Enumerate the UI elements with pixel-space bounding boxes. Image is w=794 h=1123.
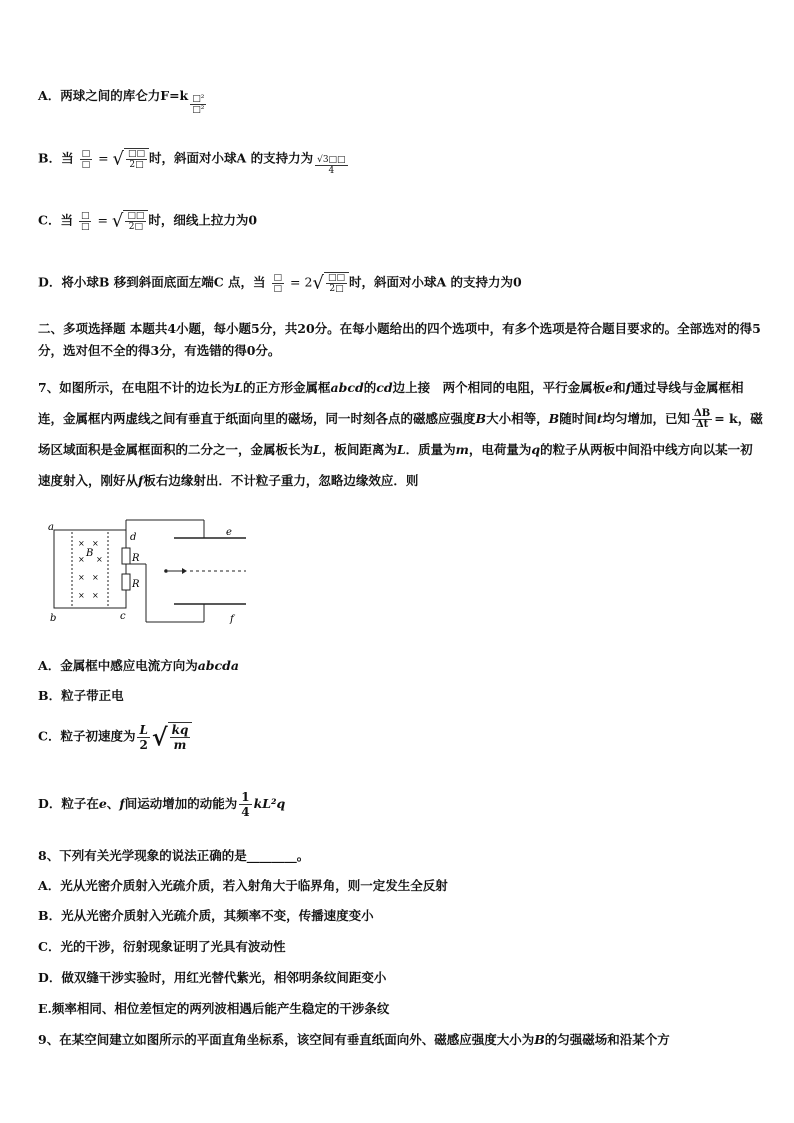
svg-text:×: × [92, 539, 99, 548]
particle [164, 569, 168, 573]
root-expression: √ $\frac{□□}{2□}$ [113, 148, 150, 170]
q7-option-a: A．金属框中感应电流方向为abcda [38, 658, 239, 673]
q8-option-e: E.频率相同、相位差恒定的两列波相遇后能产生稳定的干涉条纹 [38, 1001, 390, 1016]
q9-stem: 9、在某空间建立如图所示的平面直角坐标系，该空间有垂直纸面向外、磁感应强度大小为B的匀强磁场和沿某个方 [38, 1032, 670, 1047]
q8-stem: 8、下列有关光学现象的说法正确的是________。 [38, 848, 310, 863]
ratio-fraction: $\frac{□}{□}$ [81, 148, 91, 170]
q6-option-a: A．两球之间的库仑力F=k $\frac{\text{□²}}{\text{□²}}$ [38, 88, 205, 115]
q6-option-c: C．当 $\frac{□}{□}$ = √ $\frac{□□}{2□}$ 时，细线上拉力为0 [38, 210, 258, 232]
q8-option-d: D．做双缝干涉实验时，用红光替代紫光，相邻明条纹间距变小 [38, 970, 387, 985]
svg-text:×: × [96, 555, 103, 564]
svg-text:×: × [78, 539, 85, 548]
section-2-heading: 二、多项选择题 本题共4小题，每小题5分，共20分。在每小题给出的四个选项中，有多个选项是符合题目要求的。全部选对的得5分，选对但不全的得3分，有选错的得0分。 [38, 321, 761, 358]
svg-text:×: × [78, 573, 85, 582]
label-a: a [48, 522, 54, 533]
q7-stem: 7、如图所示，在电阻不计的边长为L的正方形金属框abcd的cd边上接 两个相同的电阻，平行金属板e和f通过导线与金属框相连，金属框内两虚线之间有垂直于纸面向里的磁场，同一时刻各点的磁感应强度B大小相等，B随时间t均匀增加，已知 $\frac{\Delta B}{\Delta t}$ = k，磁场区域面积是金属框面积的二分之一，金属板长为L，板间距离为L．质量为m，电荷量为q的粒子从两板中间沿中线方向以某一初速度射入，刚好从f板右边缘射出．不计粒子重力，忽略边缘效应．则 [38, 380, 763, 488]
label-b: b [50, 613, 57, 624]
svg-text:×: × [78, 555, 85, 564]
label-r2: R [132, 579, 140, 590]
label-d: d [130, 532, 137, 543]
label-f: f [230, 614, 234, 625]
svg-text:×: × [78, 591, 85, 600]
q6-option-d: D．将小球B 移到斜面底面左端C 点，当 $\frac{□}{□}$ = 2√ $\frac{□□}{2□}$ 时，斜面对小球A 的支持力为0 [38, 272, 522, 294]
q7-option-c: C．粒子初速度为 $\frac{L}{2}$ √ $\frac{kq}{m}$ [38, 722, 192, 752]
svg-text:×: × [92, 573, 99, 582]
q7-option-b: B．粒子带正电 [38, 688, 124, 703]
svg-text:×: × [92, 591, 99, 600]
label-e: e [226, 527, 232, 538]
q8-option-a: A．光从光密介质射入光疏介质，若入射角大于临界角，则一定发生全反射 [38, 878, 448, 893]
q7-circuit-figure [46, 518, 256, 628]
resistor-2 [122, 574, 130, 590]
label-c: c [120, 611, 126, 622]
label-b-field: B [86, 548, 94, 559]
q8-option-c: C．光的干涉，衍射现象证明了光具有波动性 [38, 939, 286, 954]
resistor-1 [122, 548, 130, 564]
q8-option-b: B．光从光密介质射入光疏介质，其频率不变，传播速度变小 [38, 908, 374, 923]
label-r1: R [132, 553, 140, 564]
q7-option-d: D．粒子在e、f间运动增加的动能为 $\frac{1}{4}$ kL²q [38, 790, 286, 819]
q6-option-b: B．当 $\frac{□}{□}$ = √ $\frac{□□}{2□}$ 时，斜面对小球A 的支持力为 $\frac{√3□□}{4}$ [38, 148, 346, 176]
